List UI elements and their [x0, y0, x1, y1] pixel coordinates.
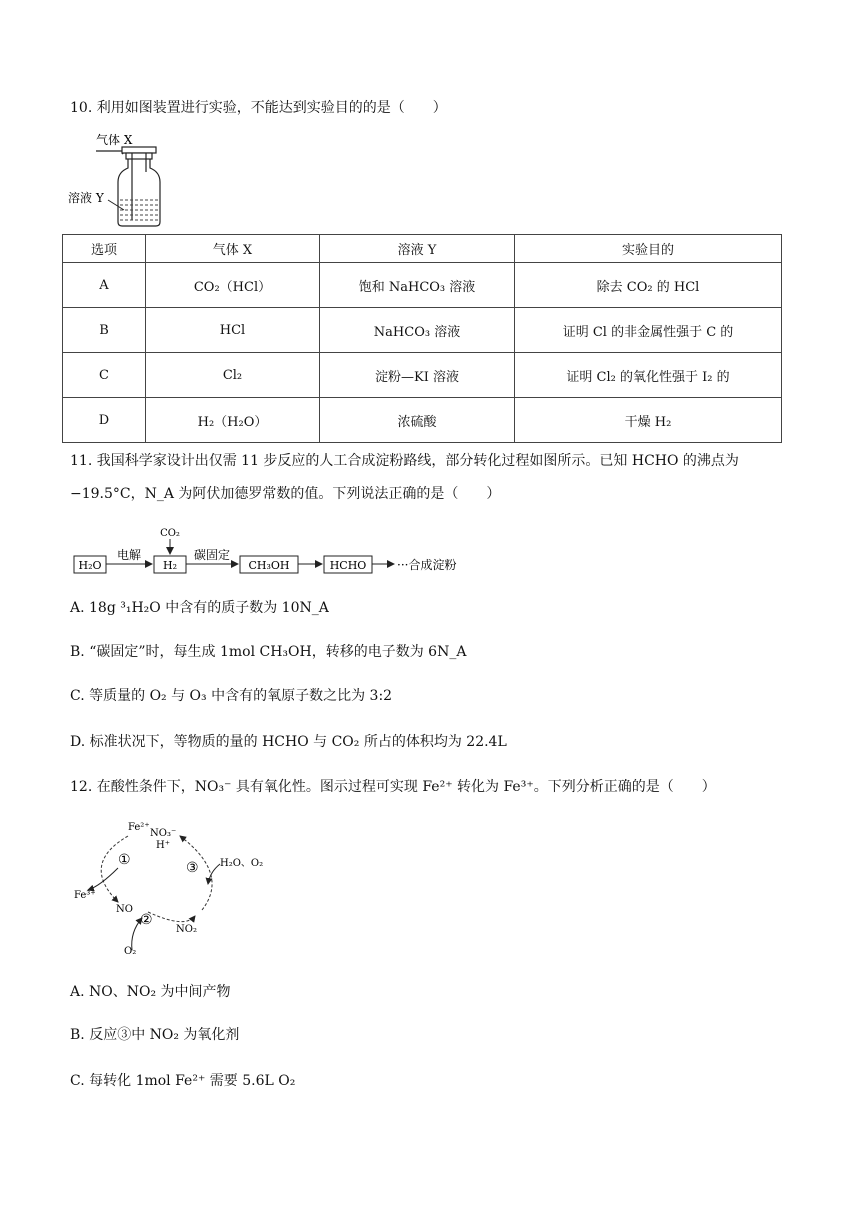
step-2-label: ② [140, 912, 153, 928]
q12-stem: 12. 在酸性条件下，NO₃⁻ 具有氧化性。图示过程可实现 Fe²⁺ 转化为 Fe³⁺。下列分析正确的是（ ） [70, 779, 716, 795]
table-cell: CO₂（HCl） [146, 263, 320, 308]
table-row [63, 263, 782, 308]
flow-arrow-electrolysis: 电解 [116, 548, 142, 562]
table-cell: 证明 Cl 的非金属性强于 C 的 [515, 308, 782, 353]
q12-option-b: B. 反应③中 NO₂ 为氧化剂 [70, 1027, 240, 1043]
experiment-table [62, 234, 782, 443]
flow-arrow-carbon-fixation: 碳固定 [193, 548, 231, 562]
q12-option-c: C. 每转化 1mol Fe²⁺ 需要 5.6L O₂ [70, 1073, 296, 1089]
step-1-label: ① [118, 852, 131, 868]
table-row [63, 398, 782, 443]
gas-x-label: 气体 X [96, 133, 133, 147]
table-cell: C [63, 353, 146, 398]
table-cell: 干燥 H₂ [515, 398, 782, 443]
table-cell: 淀粉—KI 溶液 [320, 353, 515, 398]
table-cell: 证明 Cl₂ 的氧化性强于 I₂ 的 [515, 353, 782, 398]
header-option: 选项 [63, 235, 146, 263]
svg-text:H⁺: H⁺ [156, 840, 170, 851]
q11-stem-line1: 11. 我国科学家设计出仅需 11 步反应的人工合成淀粉路线，部分转化过程如图所示。已知 HCHO 的沸点为 [70, 453, 739, 469]
table-row [63, 353, 782, 398]
flow-box-h2: H₂ [162, 559, 178, 572]
table-row [63, 308, 782, 353]
table-cell: 饱和 NaHCO₃ 溶液 [320, 263, 515, 308]
flow-box-hcho: HCHO [329, 559, 367, 572]
q11-option-b: B. “碳固定”时，每生成 1mol CH₃OH，转移的电子数为 6N_A [70, 644, 467, 660]
q11-stem-line2: −19.5°C，N_A 为阿伏加德罗常数的值。下列说法正确的是（ ） [70, 486, 501, 502]
svg-text:H₂O、O₂: H₂O、O₂ [220, 858, 264, 869]
svg-text:Fe²⁺: Fe²⁺ [128, 822, 150, 833]
table-cell: B [63, 308, 146, 353]
flow-box-ch3oh: CH₃OH [248, 559, 290, 572]
table-cell: 除去 CO₂ 的 HCl [515, 263, 782, 308]
header-solution: 溶液 Y [320, 235, 515, 263]
gas-washing-bottle-diagram [66, 130, 176, 230]
flow-input-co2: CO₂ [160, 528, 180, 539]
header-gas: 气体 X [146, 235, 320, 263]
q10-stem: 10. 利用如图装置进行实验，不能达到实验目的的是（ ） [70, 100, 447, 116]
q12-option-a: A. NO、NO₂ 为中间产物 [70, 984, 231, 1000]
q11-option-c: C. 等质量的 O₂ 与 O₃ 中含有的氧原子数之比为 3:2 [70, 688, 393, 704]
svg-text:NO₃⁻: NO₃⁻ [150, 828, 177, 839]
table-cell: HCl [146, 308, 320, 353]
table-cell: H₂（H₂O） [146, 398, 320, 443]
solution-y-label: 溶液 Y [68, 191, 104, 205]
table-header-row [63, 235, 782, 263]
header-purpose: 实验目的 [515, 235, 782, 263]
table-cell: A [63, 263, 146, 308]
q11-option-d: D. 标准状况下，等物质的量的 HCHO 与 CO₂ 所占的体积均为 22.4L [70, 734, 507, 750]
table-cell: NaHCO₃ 溶液 [320, 308, 515, 353]
table-cell: D [63, 398, 146, 443]
step-3-label: ③ [186, 860, 199, 876]
flow-box-h2o: H₂O [78, 559, 102, 572]
flow-tail-starch: ···合成淀粉 [397, 558, 457, 572]
table-cell: 浓硫酸 [320, 398, 515, 443]
table-cell: Cl₂ [146, 353, 320, 398]
q11-option-a: A. 18g ³₁H₂O 中含有的质子数为 10N_A [70, 600, 329, 616]
svg-text:O₂: O₂ [124, 946, 137, 957]
svg-text:NO₂: NO₂ [176, 924, 197, 935]
fe-redox-cycle-diagram [70, 814, 280, 960]
svg-text:Fe³⁺: Fe³⁺ [74, 890, 96, 901]
svg-text:NO: NO [116, 904, 133, 915]
starch-synthesis-flow-diagram [72, 524, 482, 576]
